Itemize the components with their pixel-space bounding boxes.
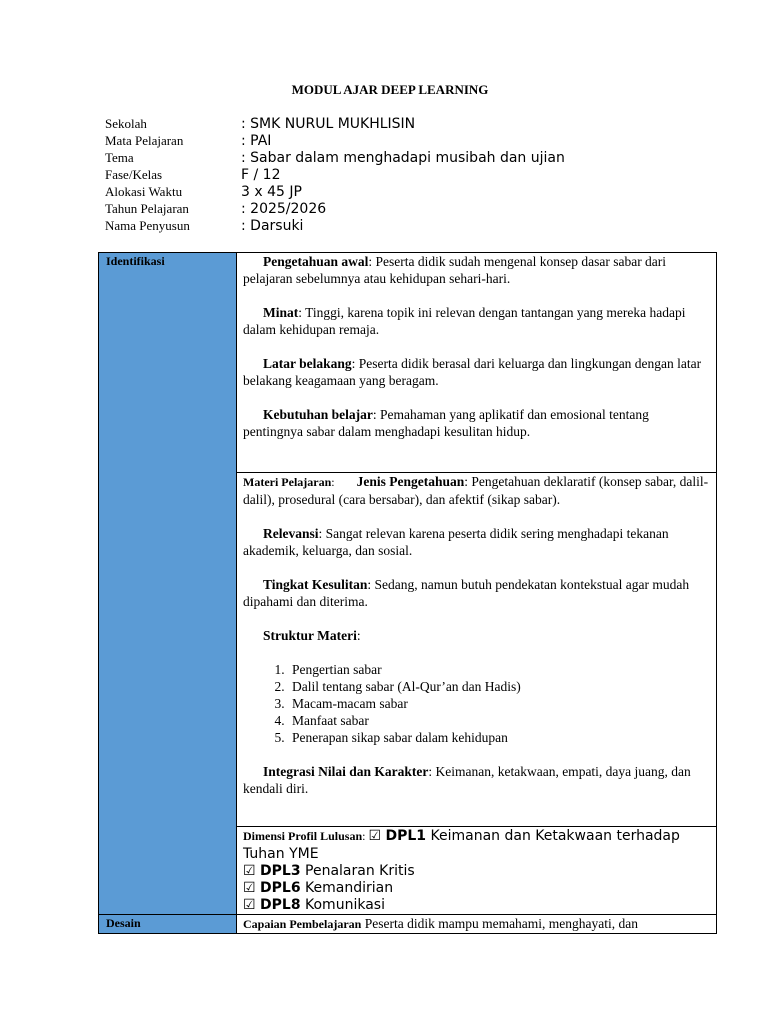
dimensi-cell (237, 827, 717, 915)
dpl-text: Komunikasi (300, 897, 385, 913)
tingkat-kesulitan-paragraph (243, 576, 710, 610)
jenis-pengetahuan-label: Jenis Pengetahuan (356, 474, 465, 489)
dimensi-line (243, 863, 710, 880)
info-row-tahun-pelajaran (105, 201, 565, 218)
info-row-mata-pelajaran (105, 133, 565, 150)
dpl-code: DPL3 (260, 863, 301, 879)
list-item: 3. Macam-macam sabar (288, 695, 710, 712)
materi-pelajaran-colon: : (331, 475, 335, 489)
info-value: F / 12 (241, 167, 281, 183)
dpl-code: DPL1 (385, 828, 427, 844)
dimensi-colon: : (362, 829, 369, 843)
minat-text: : Tinggi, karena topik ini relevan dengan tantangan yang mereka hadapi dalam kehidupan remaja. (243, 305, 686, 337)
kebutuhan-belajar-text: : Pemahaman yang aplikatif dan emosional tentang pentingnya sabar dalam menghadapi kesulitan hidup. (243, 407, 649, 439)
info-label: Tahun Pelajaran (105, 201, 189, 216)
dpl-code: DPL8 (260, 897, 301, 913)
section-label-desain: Desain (99, 915, 237, 934)
checkbox-icon: ☑ (368, 828, 382, 844)
latar-belakang-label: Latar belakang (263, 356, 352, 371)
section-label-identifikasi: Identifikasi (99, 253, 237, 915)
relevansi-text: : Sangat relevan karena peserta didik sering menghadapi tekanan akademik, keluarga, dan sosial. (243, 526, 669, 558)
info-row-sekolah (105, 116, 565, 133)
pengetahuan-awal-text: : Peserta didik sudah mengenal konsep dasar sabar dari pelajaran sebelumnya atau kehidupan sehari-hari. (243, 254, 667, 286)
checkbox-icon: ☑ (243, 897, 256, 913)
integrasi-nilai-label: Integrasi Nilai dan Karakter (263, 764, 429, 779)
module-table (98, 252, 717, 934)
info-label: Alokasi Waktu (105, 184, 183, 199)
table-row-desain (99, 915, 717, 934)
latar-belakang-text: : Peserta didik berasal dari keluarga dan lingkungan dengan latar belakang keagamaan yang beragam. (243, 356, 702, 388)
kebutuhan-belajar-label: Kebutuhan belajar (263, 407, 373, 422)
info-value: : SMK NURUL MUKHLISIN (241, 116, 416, 132)
relevansi-label: Relevansi (263, 526, 319, 541)
struktur-materi-heading (243, 627, 710, 644)
info-value: 3 x 45 JP (241, 184, 302, 200)
dpl-code: DPL6 (260, 880, 301, 896)
capaian-paragraph (243, 915, 710, 933)
info-value: : 2025/2026 (241, 201, 327, 217)
document-title: MODUL AJAR DEEP LEARNING (291, 82, 489, 97)
materi-cell (237, 473, 717, 827)
module-info (105, 116, 565, 235)
list-item: 1. Pengertian sabar (288, 661, 710, 678)
info-row-alokasi-waktu (105, 184, 565, 201)
struktur-materi-label: Struktur Materi (263, 628, 357, 643)
info-row-fase-kelas (105, 167, 565, 184)
info-label: Fase/Kelas (105, 167, 163, 182)
struktur-materi-colon: : (356, 628, 361, 643)
tingkat-kesulitan-label: Tingkat Kesulitan (263, 577, 368, 592)
dpl-text: Penalaran Kritis (300, 863, 415, 879)
info-value: : PAI (241, 133, 272, 149)
info-label: Tema (105, 150, 134, 165)
list-item: 2. Dalil tentang sabar (Al-Qur’an dan Hadis) (288, 678, 710, 695)
dimensi-label: Dimensi Profil Lulusan (243, 829, 363, 843)
minat-paragraph (243, 304, 710, 338)
struktur-materi-list (243, 661, 710, 746)
kebutuhan-belajar-paragraph (243, 406, 710, 440)
integrasi-nilai-text: : Keimanan, ketakwaan, empati, daya juang, dan kendali diri. (243, 764, 691, 796)
dimensi-line (243, 880, 710, 897)
info-label: Sekolah (105, 116, 147, 131)
table-row-identifikasi (99, 253, 717, 473)
dpl-text: Keimanan dan Ketakwaan terhadap Tuhan YME (243, 828, 680, 862)
pengetahuan-awal-paragraph (243, 253, 710, 287)
capaian-cell (237, 915, 717, 934)
identifikasi-cell (237, 253, 717, 473)
info-label: Nama Penyusun (105, 218, 190, 233)
checkbox-icon: ☑ (243, 880, 256, 896)
dimensi-line (243, 897, 710, 914)
materi-pelajaran-label: Materi Pelajaran (243, 475, 332, 489)
info-value: : Sabar dalam menghadapi musibah dan ujian (241, 150, 565, 166)
info-value: : Darsuki (241, 218, 304, 234)
info-label: Mata Pelajaran (105, 133, 184, 148)
integrasi-nilai-paragraph (243, 763, 710, 797)
tingkat-kesulitan-text: : Sedang, namun butuh pendekatan kontekstual agar mudah dipahami dan diterima. (243, 577, 690, 609)
minat-label: Minat (263, 305, 299, 320)
jenis-pengetahuan-paragraph (243, 473, 710, 508)
capaian-text: Peserta didik mampu memahami, menghayati, dan (361, 916, 639, 931)
relevansi-paragraph (243, 525, 710, 559)
checkbox-icon: ☑ (243, 863, 256, 879)
latar-belakang-paragraph (243, 355, 710, 389)
capaian-label: Capaian Pembelajaran (243, 917, 362, 931)
list-item: 4. Manfaat sabar (288, 712, 710, 729)
info-row-nama-penyusun (105, 218, 565, 235)
jenis-pengetahuan-text: : Pengetahuan deklaratif (konsep sabar, dalil-dalil), prosedural (cara bersabar), dan afektif (sikap sabar). (243, 474, 709, 507)
info-row-tema (105, 150, 565, 167)
dpl-text: Kemandirian (300, 880, 394, 896)
list-item: 5. Penerapan sikap sabar dalam kehidupan (288, 729, 710, 746)
dimensi-line-1 (243, 827, 710, 863)
pengetahuan-awal-label: Pengetahuan awal (263, 254, 369, 269)
